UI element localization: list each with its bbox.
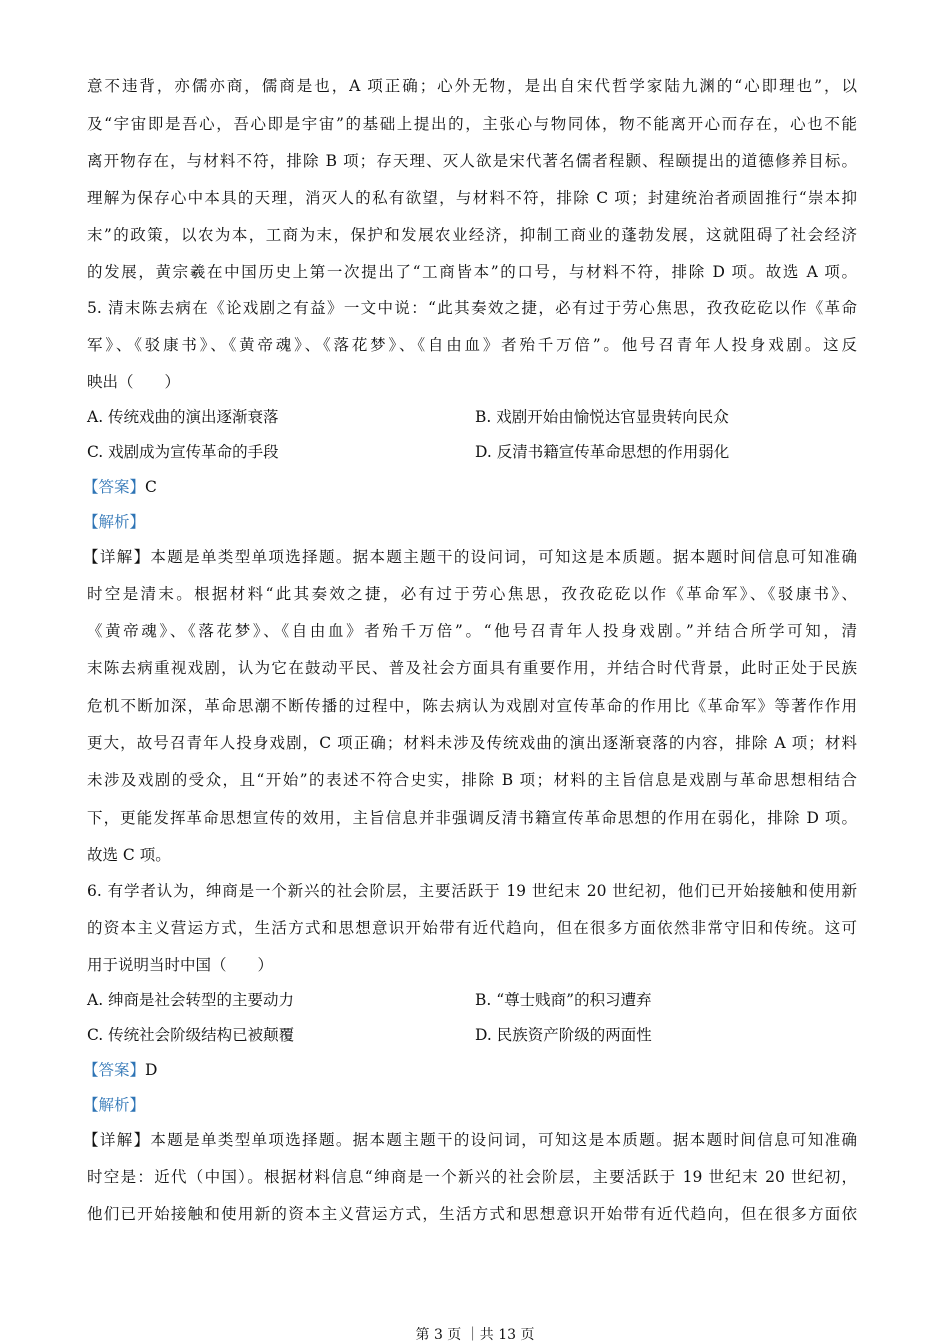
detail-line: 【详解】本题是单类型单项选择题。据本题主题干的设问词，可知这是本质题。据本题时间信息可知准确 [83, 548, 857, 566]
option-a: A. 传统戏曲的演出逐渐衰落 [87, 408, 279, 426]
answer [83, 477, 157, 497]
text-line: 的发展，黄宗羲在中国历史上第一次提出了“工商皆本”的口号，与材料不符，排除 D 项。故选 A 项。 [87, 263, 857, 281]
question-stem: 5. 清末陈去病在《论戏剧之有益》一文中说：“此其奏效之捷，必有过于劳心焦思，孜孜矻矻以作《革命 [87, 299, 857, 317]
detail-line: 时空是清末。根据材料“此其奏效之捷，必有过于劳心焦思，孜孜矻矻以作《革命军》、《驳康书》、 [87, 585, 857, 603]
detail-line: 【详解】本题是单类型单项选择题。据本题主题干的设问词，可知这是本质题。据本题时间信息可知准确 [83, 1131, 857, 1149]
detail-line: 未涉及戏剧的受众，且“开始”的表述不符合史实，排除 B 项；材料的主旨信息是戏剧与革命思想相结合 [87, 771, 857, 789]
detail-line: 故选 C 项。 [87, 846, 171, 864]
answer [83, 1060, 157, 1080]
option-c: C. 戏剧成为宣传革命的手段 [87, 443, 279, 461]
option-c: C. 传统社会阶级结构已被颠覆 [87, 1026, 295, 1044]
analysis-label: 【解析】 [83, 513, 146, 531]
detail-line: 《黄帝魂》、《落花梦》、《自由血》者殆千万倍”。“他号召青年人投身戏剧。”并结合所学可知，清 [87, 622, 857, 640]
text-line: 理解为保存心中本具的天理，消灭人的私有欲望，与材料不符，排除 C 项；封建统治者顽固推行“崇本抑 [87, 189, 857, 207]
answer-value: C [145, 478, 157, 496]
question-stem: 军》、《驳康书》、《黄帝魂》、《落花梦》、《自由血》者殆千万倍”。他号召青年人投身戏剧。这反 [87, 336, 857, 354]
text-line: 及“宇宙即是吾心，吾心即是宇宙”的基础上提出的，主张心与物同体，物不能离开心而存在，心也不能 [87, 115, 857, 133]
answer-value: D [145, 1061, 158, 1079]
option-d: D. 反清书籍宣传革命思想的作用弱化 [475, 443, 730, 461]
option-b: B. “尊士贱商”的积习遭弃 [475, 991, 652, 1009]
detail-line: 更大，故号召青年人投身戏剧，C 项正确；材料未涉及传统戏曲的演出逐渐衰落的内容，排除 A 项；材料 [87, 734, 857, 752]
page-footer: 第 3 页 ｜共 13 页 [415, 1327, 535, 1343]
detail-line: 危机不断加深，革命思潮不断传播的过程中，陈去病认为戏剧对宣传革命的作用比《革命军》等著作作用 [87, 697, 857, 715]
answer-label: 【答案】 [83, 1061, 146, 1079]
option-d: D. 民族资产阶级的两面性 [475, 1026, 652, 1044]
text-line: 离开物存在，与材料不符，排除 B 项；存天理、灭人欲是宋代著名儒者程颢、程颐提出的道德修养目标。 [87, 152, 857, 170]
text-line: 末”的政策，以农为本，工商为末，保护和发展农业经济，抑制工商业的蓬勃发展，这就阻碍了社会经济 [87, 226, 857, 244]
question-stem: 用于说明当时中国（ ） [87, 956, 274, 974]
question-stem: 的资本主义营运方式，生活方式和思想意识开始带有近代趋向，但在很多方面依然非常守旧和传统。这可 [87, 919, 857, 937]
answer-label: 【答案】 [83, 478, 146, 496]
analysis-label: 【解析】 [83, 1096, 146, 1114]
question-stem: 映出（ ） [87, 373, 181, 391]
detail-line: 他们已开始接触和使用新的资本主义营运方式，生活方式和思想意识开始带有近代趋向，但在很多方面依 [87, 1205, 857, 1223]
detail-line: 末陈去病重视戏剧，认为它在鼓动平民、普及社会方面具有重要作用，并结合时代背景，此时正处于民族 [87, 659, 857, 677]
option-b: B. 戏剧开始由愉悦达官显贵转向民众 [475, 408, 729, 426]
detail-line: 下，更能发挥革命思想宣传的效用，主旨信息并非强调反清书籍宣传革命思想的作用在弱化，排除 D 项。 [87, 809, 857, 827]
text-line: 意不违背，亦儒亦商，儒商是也，A 项正确；心外无物，是出自宋代哲学家陆九渊的“心即理也”，以 [87, 77, 857, 95]
question-stem: 6. 有学者认为，绅商是一个新兴的社会阶层，主要活跃于 19 世纪末 20 世纪初，他们已开始接触和使用新 [87, 882, 857, 900]
detail-line: 时空是：近代（中国）。根据材料信息“绅商是一个新兴的社会阶层，主要活跃于 19 世纪末 20 世纪初， [87, 1168, 857, 1186]
option-a: A. 绅商是社会转型的主要动力 [87, 991, 295, 1009]
